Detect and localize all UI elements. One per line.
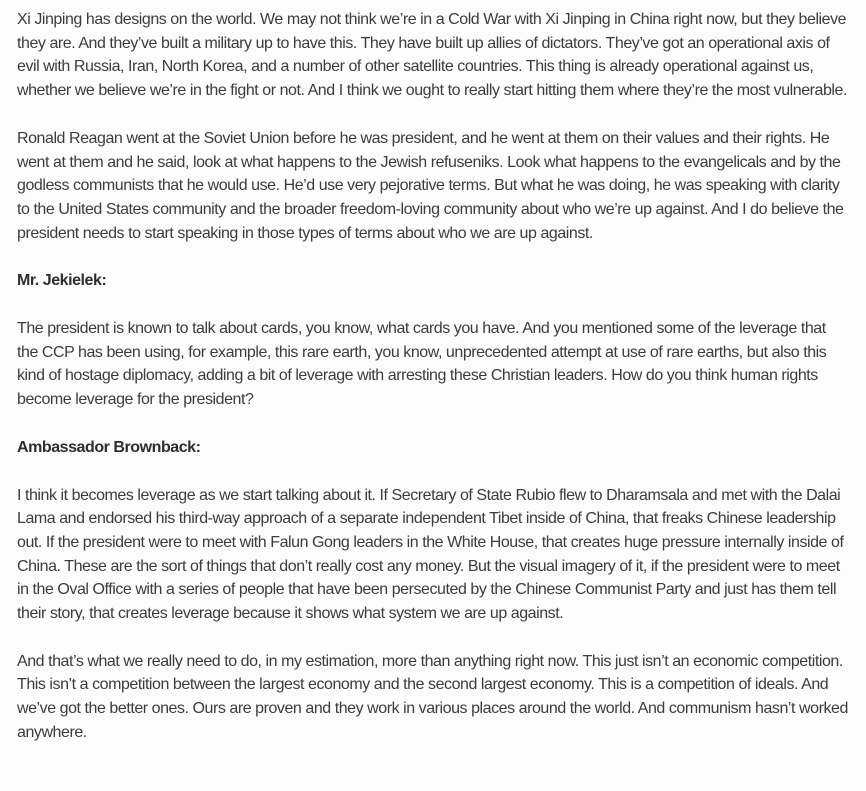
transcript-paragraph: Xi Jinping has designs on the world. We may not think we’re in a Cold War with Xi Jinping in China right now, but they believe they are. And they’ve built a military up to have this. They have built up allies of dictators. They’ve got an operational axis of evil with Russia, Iran, North Korea, and a number of other satellite countries. This thing is already operational against us, whether we believe we’re in the fight or not. And I think we ought to really start hitting them where they’re the most vulnerable. bbox=[17, 11, 847, 100]
speaker-label-brownback: Ambassador Brownback: bbox=[17, 438, 201, 456]
speaker-label-jekielek: Mr. Jekielek: bbox=[17, 272, 107, 290]
transcript-paragraph: The president is known to talk about cards, you know, what cards you have. And you mentioned some of the leverage that the CCP has been using, for example, this rare earth, you know, unprecedented attempt at use of rare earths, but also this kind of hostage diplomacy, adding a bit of leverage with arresting these Christian leaders. How do you think human rights become leverage for the president? bbox=[17, 320, 827, 409]
transcript-paragraph: Ronald Reagan went at the Soviet Union before he was president, and he went at them on their values and their rights. He went at them and he said, look at what happens to the Jewish refuseniks. Look what happens to the evangelicals and by the godless communists that he would use. He’d use very pejorative terms. But what he was doing, he was speaking with clarity to the United States community and the broader freedom-loving community about who we’re up against. And I do believe the president needs to start speaking in those types of terms about who we are up against. bbox=[17, 129, 844, 242]
transcript-paragraph: I think it becomes leverage as we start talking about it. If Secretary of State Rubio flew to Dharamsala and met with the Dalai Lama and endorsed his third-way approach of a separate independent Tibet inside of China, that freaks Chinese leadership out. If the president were to meet with Falun Gong leaders in the White House, that creates huge pressure internally inside of China. These are the sort of things that don’t really cost any money. But the visual imagery of it, if the president were to meet in the Oval Office with a series of people that have been persecuted by the Chinese Communist Party and just has them tell their story, that creates leverage because it shows what system we are up against. bbox=[17, 486, 844, 623]
transcript-paragraph: And that’s what we really need to do, in my estimation, more than anything right now. This just isn’t an economic competition. This isn’t a competition between the largest economy and the second largest economy. This is a competition of ideals. And we’ve got the better ones. Ours are proven and they work in various places around the world. And communism hasn’t worked anywhere. bbox=[17, 652, 848, 741]
